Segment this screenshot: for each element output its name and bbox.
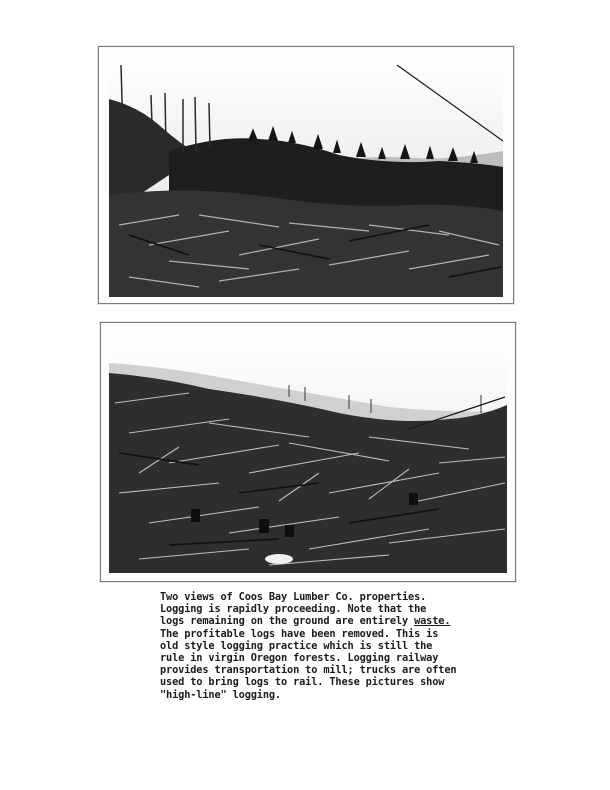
caption-line-3 xyxy=(160,615,480,627)
caption-text xyxy=(160,591,480,701)
caption-line-3-text: logs remaining on the ground are entirely xyxy=(160,615,415,628)
photo-logged-hillside-bottom xyxy=(109,333,507,573)
caption-line-5: old style logging practice which is still the xyxy=(160,639,433,652)
photo-frame-top xyxy=(98,46,514,304)
caption-line-6: rule in virgin Oregon forests. Logging railway xyxy=(160,652,439,665)
caption-line-1: Two views of Coos Bay Lumber Co. properties. xyxy=(160,591,427,603)
caption-line-7: provides transportation to mill; trucks are often xyxy=(160,664,457,677)
caption-underlined-word: waste. xyxy=(414,615,451,628)
caption-line-9: "high-line" logging. xyxy=(160,688,281,701)
photo-frame-bottom xyxy=(100,322,516,582)
caption-line-2: Logging is rapidly proceeding. Note that the xyxy=(160,603,427,616)
caption-line-4: The profitable logs have been removed. This is xyxy=(160,627,439,640)
photo-logged-hillside-top xyxy=(109,55,503,297)
caption-line-8: used to bring logs to rail. These pictures show xyxy=(160,676,445,689)
